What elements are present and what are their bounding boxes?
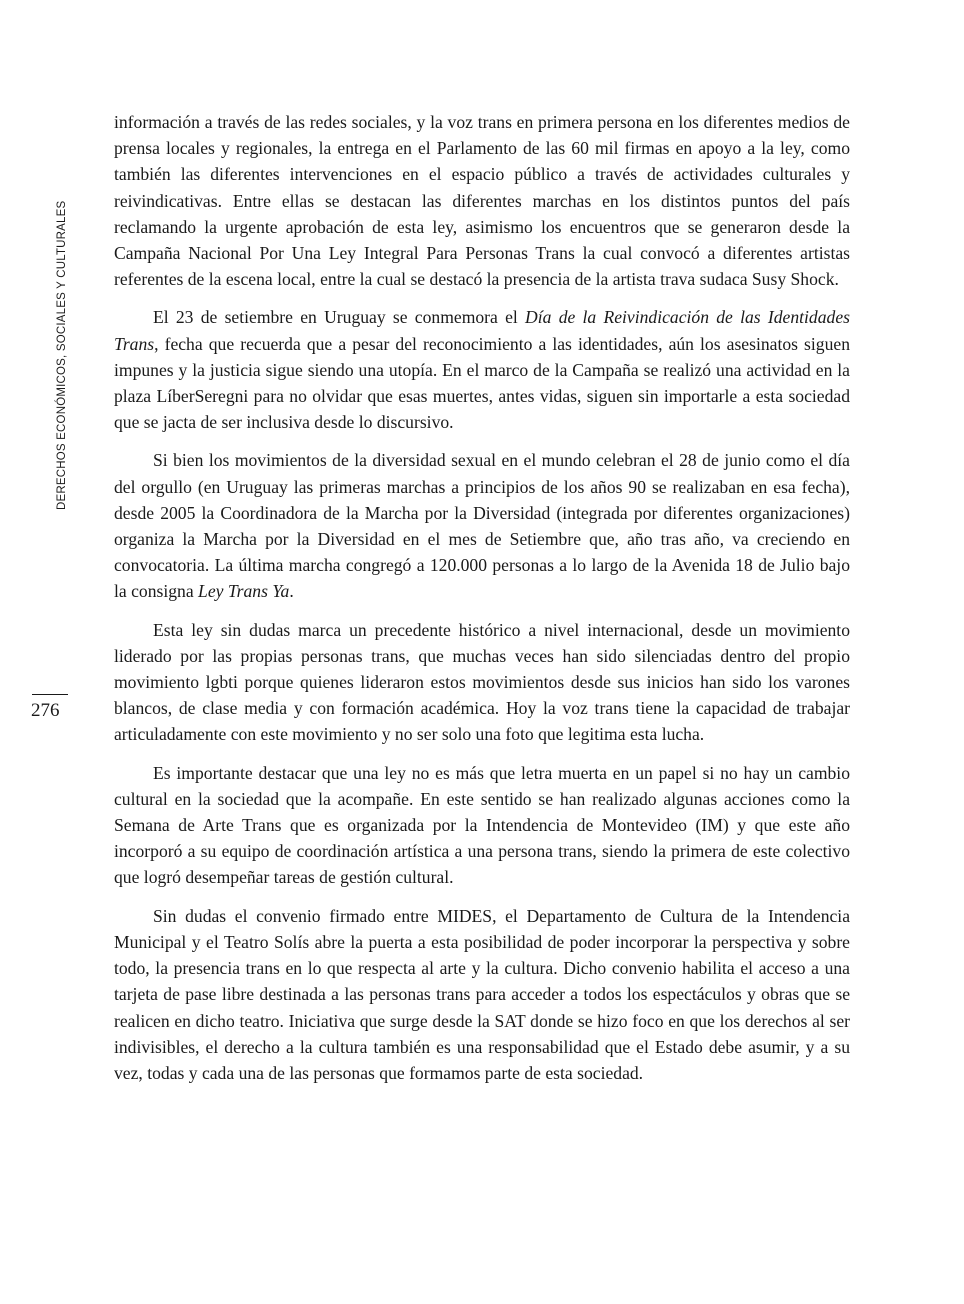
paragraph-text: El 23 de setiembre en Uruguay se conmemora el bbox=[153, 307, 526, 328]
paragraph bbox=[114, 760, 850, 891]
paragraph-text: , fecha que recuerda que a pesar del reconocimiento a las identidades, aún los asesinatos siguen impunes y la justicia sigue siendo una utopía. En el marco de la Campaña se realizó una actividad en la plaza LíberSeregni para no olvidar que esas muertes, antes vidas, siguen sin importarle a esta sociedad que se jacta de ser inclusiva desde lo discursivo. bbox=[114, 333, 850, 433]
running-head: DERECHOS ECONÓMICOS, SOCIALES Y CULTURALES bbox=[56, 200, 68, 510]
italic-term: Ley Trans Ya bbox=[198, 581, 290, 602]
paragraph bbox=[114, 617, 850, 748]
paragraph-text: . bbox=[289, 581, 294, 602]
paragraph-text: Es importante destacar que una ley no es más que letra muerta en un papel si no hay un cambio cultural en la sociedad que la acompañe. En este sentido se han realizado algunas acciones como la Semana de Arte Trans que es organizada por la Intendencia de Montevideo (IM) y que este año incorporó a su equipo de coordinación artística a una persona trans, siendo la primera de este colectivo que logró desempeñar tareas de gestión cultural. bbox=[114, 762, 850, 888]
italic-term: Día de la Reivindicación de las Identidades Trans bbox=[114, 307, 850, 354]
body-text bbox=[114, 109, 850, 1098]
paragraph-text: Si bien los movimientos de la diversidad sexual en el mundo celebran el 28 de junio como el día del orgullo (en Uruguay las primeras marchas a principios de los años 90 se realizaban en esa fecha), desde 2005 la Coordinadora de la Marcha por la Diversidad (integrada por diferentes organizaciones) organiza la Marcha por la Diversidad en el mes de Setiembre que, año tras año, va creciendo en convocatoria. La última marcha congregó a 120.000 personas a lo largo de la Avenida 18 de Julio bajo la consigna bbox=[114, 450, 850, 602]
paragraph-text: información a través de las redes sociales, y la voz trans en primera persona en los diferentes medios de prensa locales y regionales, la entrega en el Parlamento de las 60 mil firmas en apoyo a la ley, como también las diferentes intervenciones en el espacio público a través de actividades culturales y reivindicativas. Entre ellas se destacan las diferentes marchas en los distintos puntos del país reclamando la urgente aprobación de esta ley, asimismo los encuentros que se generaron desde la Campaña Nacional Por Una Ley Integral Para Personas Trans la cual convocó a diferentes artistas referentes de la escena local, entre la cual se destacó la presencia de la artista trava sudaca Susy Shock. bbox=[114, 112, 850, 290]
paragraph bbox=[114, 903, 850, 1086]
paragraph bbox=[114, 109, 850, 292]
paragraph bbox=[114, 304, 850, 435]
paragraph-text: Esta ley sin dudas marca un precedente histórico a nivel internacional, desde un movimiento liderado por las propias personas trans, que muchas veces han sido silenciadas dentro del propio movimiento lgbti porque quienes lideraron estos movimientos desde sus inicios han sido los varones blancos, de clase media y con formación académica. Hoy la voz trans tiene la capacidad de trabajar articuladamente con este movimiento y no ser solo una foto que legitima esta lucha. bbox=[114, 619, 850, 745]
paragraph bbox=[114, 447, 850, 604]
page-number-rule bbox=[32, 694, 68, 695]
page-number: 276 bbox=[31, 700, 60, 721]
paragraph-text: Sin dudas el convenio firmado entre MIDES, el Departamento de Cultura de la Intendencia Municipal y el Teatro Solís abre la puerta a esta posibilidad de poder incorporar la perspectiva y sobre todo, la presencia trans en lo que respecta al arte y la cultura. Dicho convenio habilita el acceso a una tarjeta de pase libre destinada a las personas trans para acceder a todos los espectáculos y obras que se realicen en dicho teatro. Iniciativa que surge desde la SAT donde se hizo foco en que los derechos al ser indivisibles, el derecho a la cultura también es una responsabilidad que el Estado debe asumir, y a su vez, todas y cada una de las personas que formamos parte de esta sociedad. bbox=[114, 905, 850, 1083]
